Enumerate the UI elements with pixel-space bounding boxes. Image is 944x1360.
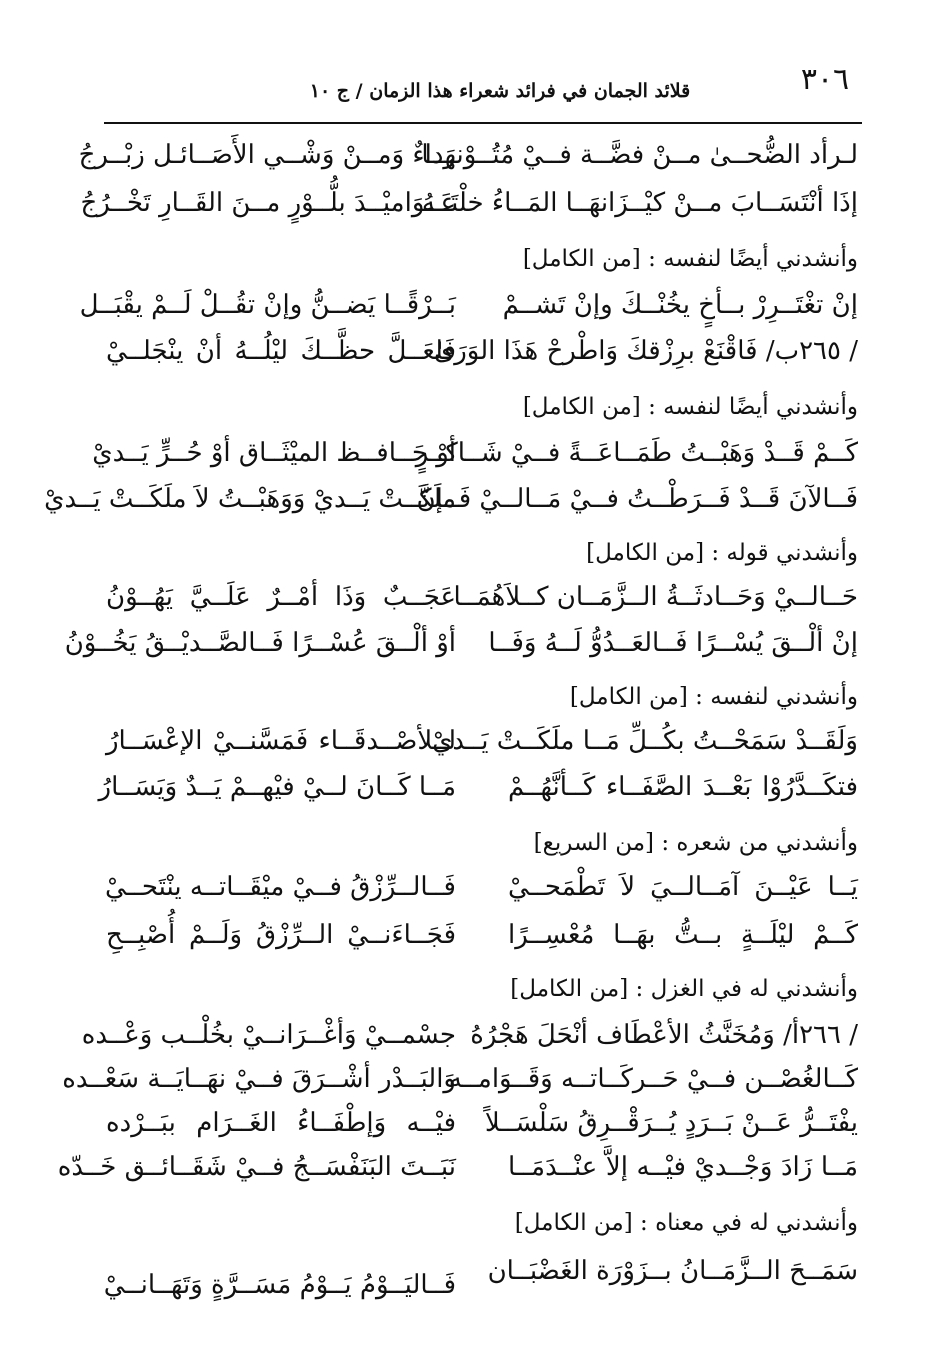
verse-left-hemistich: ملَكَــتْ يَــديْ وَوَهَبْــتُ لاَ ملَكَــتْ يَــديْ — [44, 484, 456, 514]
poem-heading: وأنشدني لنفسه : [من الكامل] — [569, 684, 858, 710]
verse-left-hemistich: أوْ حَــافــظ الميْثَــاق أوْ حُــرٍّ يَــديْ — [92, 438, 456, 468]
verse-right-hemistich: إنْ تغْتَــرِرْ بــأخٍ يخُنْــكَ وإنْ تَشــمْ — [502, 290, 858, 320]
verse-left-hemistich: جسْمــيْ وَأغْــرَانــيْ بخُلْــب وَعْــده — [81, 1020, 456, 1050]
poem-heading: وأنشدني أيضًا لنفسه : [من الكامل] — [522, 246, 858, 272]
running-title: قلائد الجمان في فرائد شعراء هذا الزمان / ج ١٠ — [309, 80, 691, 102]
verse-left-hemistich: مَــا كَــانَ لــيْ فيْهــمْ يَــدٌ وَيَسَــارُ — [98, 772, 456, 802]
verse-right-hemistich: لـرأد الضُّحــىٰ مــنْ فضَّــة فــيْ مُتُــوْنهَــا — [421, 140, 858, 170]
verse-left-hemistich: فَــالــرِّزْقُ فــيْ ميْقَــاتــه ينْتَحــيْ — [104, 872, 456, 902]
poem-heading: وأنشدني له في الغزل : [من الكامل] — [510, 976, 858, 1002]
verse-right-hemistich: فتكَــدَّرُوْا بَعْــدَ الصَّفَــاء كَــأنَّهُــمْ — [508, 772, 858, 802]
verse-left-hemistich: نَبَــتَ البَنَفْسَــجُ فــيْ شَقَــائــق خَــدّه — [57, 1152, 456, 1182]
poem-heading: وأنشدني من شعره : [من السريع] — [533, 830, 858, 856]
verse-right-hemistich: مَــا زَادَ وَجْــديْ فيْــه إلاَّ عنْــدَمَــا — [508, 1152, 858, 1182]
verse-right-hemistich: فَــالآنَ قَــدْ فَــرَطْــتُ فــيْ مَــالــيْ فَــإنَّ — [416, 484, 858, 514]
verse-right-hemistich: كَــمْ ليْلَــةٍ بــتُّ بهَــا مُعْسِــرًا — [508, 920, 858, 950]
verse-right-hemistich: كَــمْ قَــدْ وَهَبْــتُ طَمَــاعَــةً فــيْ شَــاكــرٍ — [415, 438, 858, 468]
verse-left-hemistich: عَجَــبٌ وَذَا أمْــرٌ عَلَــيَّ يَهُــوْنُ — [106, 582, 456, 612]
verse-left-hemistich: فيْــه وَإطْفَــاءُ الغَــرَام ببَــرْده — [106, 1108, 456, 1138]
poem-heading: وأنشدني أيضًا لنفسه : [من الكامل] — [522, 394, 858, 420]
verse-right-hemistich: حَــالــيْ وَحَــادثَــةُ الــزَّمَــان كــلاَهُمَــا — [453, 582, 858, 612]
verse-right-hemistich: / ٢٦٥ب/ فَاقْنَعْ برِزْقكَ وَاطْرحْ هَذَا الوَرَىٰ — [433, 336, 858, 366]
verse-left-hemistich: بَــرْقًــا يَضــنُّ وإنْ تقُــلْ لَــمْ يقْبَــل — [79, 290, 456, 320]
verse-right-hemistich: يَــا عَيْــنَ آمَــالــيَ لاَ تَطْمَحــيْ — [508, 872, 858, 902]
verse-left-hemistich: فَلعَــلَّ حظَّــكَ ليْلُــهُ أنْ ينْجَلــيْ — [106, 336, 456, 366]
page-number: ٣٠٦ — [800, 62, 850, 97]
header-rule — [104, 122, 862, 124]
verse-right-hemistich: إنْ ألْــقَ يُسْــرًا فَــالعَــدُوُّ لَــهُ وَفَــا — [488, 628, 858, 658]
verse-left-hemistich: عَــوَاميْــدَ بلُّــوْرٍ مــنَ القَــارِ تَخْــرُجُ — [80, 188, 456, 218]
verse-right-hemistich: / ٢٦٦أ/ وَمُخَنَّثُ الأعْطَاف أنْحَلَ هَجْرُهُ — [470, 1020, 858, 1050]
verse-left-hemistich: لــلأصْــدقَــاء فَمَسَّنــيْ الإعْسَــارُ — [106, 726, 456, 756]
verse-right-hemistich: وَلَقَــدْ سَمَحْــتُ بكُــلِّ مَــا ملَكَــتْ يَــديْ — [432, 726, 858, 756]
verse-left-hemistich: فَــاليَــوْمُ يَــوْمُ مَسَــرَّةٍ وَتَهَــانــيْ — [103, 1270, 456, 1300]
verse-left-hemistich: وَالبَــدْر أشْــرَقَ فــيْ نهَــايَــة سَعْــده — [62, 1064, 456, 1094]
verse-right-hemistich: يفْتَــرُّ عَــنْ بَــرَدٍ يُــرَقْــرِقُ سَلْسَــلاً — [484, 1108, 858, 1138]
poem-heading: وأنشدني قوله : [من الكامل] — [586, 540, 858, 566]
verse-right-hemistich: كَــالغُصْــن فــيْ حَــركَــاتــه وَقَــوَامــه — [448, 1064, 858, 1094]
verse-right-hemistich: سَمَــحَ الــزَّمَــانُ بــزَوْرَة الغَضْبَــان — [487, 1256, 858, 1286]
verse-left-hemistich: أوْ ألْــقَ عُسْــرًا فَــالصَّــديْــقُ يَخُــوْنُ — [64, 628, 456, 658]
verse-right-hemistich: إذَا أنْتَسَــابَ مــنْ كيْــزَانهَــا المَــاءُ خلْتَــهُ — [421, 188, 858, 218]
verse-left-hemistich: فَجَــاءَنــيْ الــرِّزْقُ وَلَــمْ أُصْبِــحِ — [106, 920, 456, 950]
verse-left-hemistich: رداءٌ وَمــنْ وَشْــي الأَصَــائـل زبْــرجُ — [78, 140, 456, 170]
poem-heading: وأنشدني له في معناه : [من الكامل] — [514, 1210, 858, 1236]
